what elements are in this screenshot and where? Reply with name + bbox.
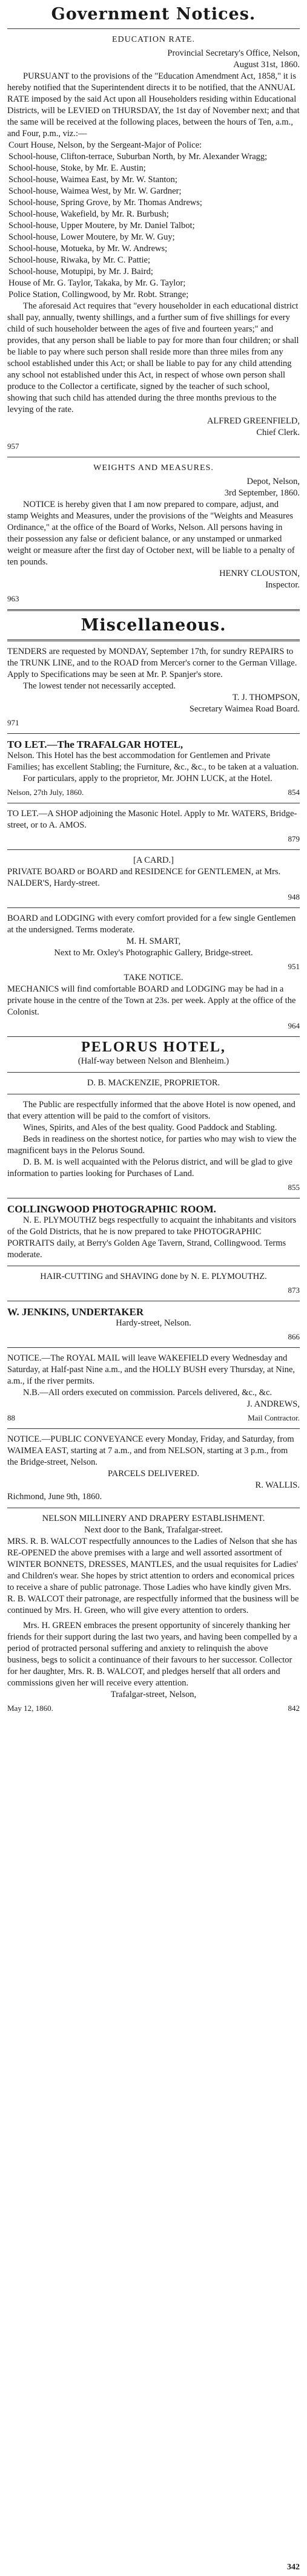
- ad-subheading: Next door to the Bank, Trafalgar-street.: [84, 1525, 223, 1535]
- undertaker-ad: [7, 1306, 300, 1342]
- divider: [7, 28, 300, 29]
- ad-date: May 12, 1860.: [7, 1704, 53, 1713]
- ad-heading: TO LET.—The TRAFALGAR HOTEL,: [7, 739, 183, 750]
- collection-place: School-house, Motueka, by Mr. W. Andrews;: [8, 244, 168, 253]
- ad-address: Hardy-street, Nelson.: [116, 1318, 191, 1328]
- ad-body: PRIVATE BOARD or BOARD and RESIDENCE for GENTLEMEN, at Mrs. NALDER'S, Hardy-street.: [7, 867, 281, 888]
- mechanics-ad: [7, 972, 300, 1031]
- ad-body: NOTICE.—The ROYAL MAIL will leave WAKEFIELD every Wednesday and Saturday, at Half-past Nine a.m., and the HOLLY BUSH every Thursday, at Nine, a.m., if the river permits.: [7, 1353, 295, 1386]
- notice-date: 3rd September, 1860.: [224, 488, 300, 498]
- collection-place: School-house, Waimea West, by Mr. W. Gardner;: [8, 186, 182, 196]
- notice-signer-title: Chief Clerk.: [256, 428, 300, 437]
- hotel-subtitle: (Half-way between Nelson and Blenheim.): [78, 1056, 229, 1066]
- government-notices-heading: Government Notices.: [51, 5, 256, 24]
- reference-number: 963: [7, 594, 19, 603]
- notice-body: NOTICE is hereby given that I am now prepared to compare, adjust, and stamp Weights and Measures, under the provisions of the "Weights and Measures Ordinance," at the office of the Board of Works, Nelson. All persons having in their possession any false or deficient balance, or any unstamped or unmarked weight or measure after the first day of October next, will be liable to a penalty of ten pounds.: [7, 500, 295, 567]
- ad-tag: TAKE NOTICE.: [124, 973, 183, 982]
- reference-number: 855: [288, 1183, 300, 1192]
- divider: [7, 733, 300, 734]
- ad-signer: J. ANDREWS,: [246, 1399, 300, 1409]
- ad-signer-title: Secretary Waimea Road Board.: [189, 704, 300, 714]
- divider: [7, 1036, 300, 1037]
- collection-place: School-house, Motupipi, by Mr. J. Baird;: [8, 267, 153, 276]
- weights-measures-notice: [7, 462, 300, 604]
- ad-address: Next to Mr. Oxley's Photographic Gallery, Bridge-street.: [54, 948, 253, 958]
- collection-place: School-house, Spring Grove, by Mr. Thomas Andrews;: [8, 198, 202, 208]
- board-lodging-ad: [7, 913, 300, 972]
- miscellaneous-heading: Miscellaneous.: [81, 616, 226, 635]
- ad-extra: HAIR-CUTTING and SHAVING done by N. E. PLYMOUTHZ.: [40, 1272, 267, 1281]
- photographic-room-ad: [7, 1203, 300, 1296]
- ad-signer: R. WALLIS.: [255, 1480, 300, 1490]
- reference-number: 873: [288, 1286, 300, 1295]
- reference-number: 842: [288, 1704, 300, 1713]
- newspaper-column: [7, 5, 300, 2576]
- private-board-ad: [7, 855, 300, 903]
- ad-particulars: For particulars, apply to the proprietor, Mr. JOHN LUCK, at the Hotel.: [23, 774, 272, 783]
- notice-title: EDUCATION RATE.: [111, 35, 196, 44]
- collection-place: School-house, Wakefield, by Mr. R. Burbush;: [8, 209, 169, 219]
- ad-body: MRS. R. B. WALCOT respectfully announces to the Ladies of Nelson that she has RE-OPENED the above premises with a large and well assorted assortment of WINTER BONNETS, DRESSES, MANTLES, and the usual requisites for Ladies' and Children's wear. She hopes by strict attention to orders and economical prices to receive a share of public patronage. Those Ladies who have kindly given Mrs. R. B. WALCOT their patronage, are respectfully informed that the business will be continued by Mrs. H. Green, who will give every attention to orders.: [7, 1537, 299, 1615]
- ad-body: Nelson. This Hotel has the best accommodation for Gentlemen and Private Families; has excellent Stabling; the Furniture, &c., &c., to be taken at a valuation.: [7, 751, 299, 772]
- divider: [7, 849, 300, 850]
- ad-date: Nelson, 27th July, 1860.: [7, 788, 84, 797]
- notice-date: August 31st, 1860.: [233, 60, 300, 70]
- reference-number: 948: [288, 892, 300, 901]
- notice-signer: HENRY CLOUSTON,: [219, 569, 300, 578]
- ad-note: N.B.—All orders executed on commission. Parcels delivered, &c., &c.: [23, 1388, 272, 1398]
- tenders-ad: [7, 646, 300, 728]
- divider: [7, 639, 300, 641]
- millinery-ad: [7, 1513, 300, 1714]
- notice-signer-title: Inspector.: [265, 580, 300, 590]
- ad-date: Richmond, June 9th, 1860.: [7, 1492, 102, 1502]
- hotel-proprietor: D. B. MACKENZIE, PROPRIETOR.: [87, 1078, 220, 1088]
- card-tag: [A CARD.]: [133, 855, 174, 865]
- page-number: 342: [287, 2563, 300, 2572]
- ad-note: PARCELS DELIVERED.: [108, 1469, 199, 1479]
- royal-mail-ad: [7, 1353, 300, 1424]
- notice-place: Depot, Nelson,: [246, 477, 300, 486]
- ad-body: MECHANICS will find comfortable BOARD and LODGING may be had in a private house in the centre of the Town at 23s. per week. Apply at the office of the Colonist.: [7, 984, 296, 1017]
- ad-body: The Public are respectfully informed that the above Hotel is now opened, and that every attention will be paid to the comfort of visitors.: [7, 1100, 295, 1121]
- ad-body: N. E. PLYMOUTHZ begs respectfully to acquaint the inhabitants and visitors of the Gold Districts, that he is now prepared to take PHOTOGRAPHIC PORTRAITS daily, at Berry's Golden Age Tavern, Strand, Collingwood. Terms moderate.: [7, 1215, 297, 1260]
- trafalgar-hotel-ad: [7, 739, 300, 798]
- collection-place: Court House, Nelson, by the Sergeant-Major of Police:: [8, 140, 202, 150]
- notice-body: The aforesaid Act requires that "every householder in each educational district shall pay, annually, twenty shillings, and a further sum of five shillings for every child of such householder between the ages of five and fourteen years;" and provides, that any person shall be liable to pay for more than four children; or shall be liable to pay where such person shall reside more than three miles from any school established under this Act; or shall be liable to pay for any child attending any school not established under this Act, in respect of whose own person shall produce to the Collector a certificate, signed by the teacher of such school, showing that such child has attended during the three months previous to the levying of the rate.: [7, 301, 299, 414]
- reference-number: 971: [7, 718, 19, 727]
- ad-body: TENDERS are requested by MONDAY, September 17th, for sundry REPAIRS to the TRUNK LINE, and to the ROAD from Mercer's corner to the German Village. Apply to Specifications may be seen at Mr. P. Spanjer's store.: [7, 647, 297, 679]
- notice-intro: PURSUANT to the provisions of the "Education Amendment Act, 1858," it is hereby notified that the Superintendent directs it to be notified, that the ANNUAL RATE imposed by the said Act upon all Householders residing within Educational Districts, will be LEVIED on THURSDAY, the 1st day of November next; and that the same will be received at the following places, between the hours of Ten, a.m., and Four, p.m., viz.:—: [7, 71, 300, 139]
- ad-body: Wines, Spirits, and Ales of the best quality. Good Paddock and Stabling.: [23, 1123, 277, 1133]
- divider: [7, 1347, 300, 1348]
- ad-signer: M. H. SMART,: [126, 937, 181, 946]
- notice-place: Provincial Secretary's Office, Nelson,: [167, 48, 300, 58]
- reference-number: 866: [288, 1332, 300, 1341]
- collection-place: House of Mr. G. Taylor, Takaka, by Mr. G. Taylor;: [8, 278, 186, 288]
- ad-heading: W. JENKINS, UNDERTAKER: [7, 1306, 144, 1318]
- reference-number: 854: [288, 788, 300, 797]
- notice-signer: ALFRED GREENFIELD,: [206, 416, 300, 426]
- collection-place: School-house, Stoke, by Mr. E. Austin;: [8, 163, 146, 173]
- reference-number: 957: [7, 442, 19, 451]
- ad-note: The lowest tender not necessarily accepted.: [23, 681, 176, 691]
- divider: [7, 1072, 300, 1073]
- divider: [7, 907, 300, 908]
- hotel-title: PELORUS HOTEL,: [81, 1039, 226, 1055]
- notice-title: WEIGHTS AND MEASURES.: [93, 463, 214, 472]
- pelorus-hotel-ad: [7, 1039, 300, 1193]
- reference-number: 951: [288, 962, 300, 971]
- collection-place: School-house, Upper Moutere, by Mr. Daniel Talbot;: [8, 221, 195, 230]
- divider: [7, 1428, 300, 1429]
- collection-place: School-house, Clifton-terrace, Suburban North, by Mr. Alexander Wragg;: [8, 152, 268, 162]
- shop-to-let-ad: [7, 808, 300, 845]
- ad-signer: T. J. THOMPSON,: [232, 693, 300, 702]
- collection-place: School-house, Riwaka, by Mr. C. Pattie;: [8, 255, 150, 265]
- reference-number: 964: [288, 1021, 300, 1030]
- divider: [7, 609, 300, 611]
- ad-body: NOTICE.—PUBLIC CONVEYANCE every Monday, Friday, and Saturday, from WAIMEA EAST, starting at 7 a.m., and from NELSON, starting at 3 p.m., from the Bridge-street, Nelson.: [7, 1434, 294, 1467]
- ad-body: Mrs. H. GREEN embraces the present opportunity of sincerely thanking her friends for their support during the last two years, and having been compelled by a period of protracted personal suffering and anxiety to relinquish the above business, begs to solicit a continuance of their favours to her successor. Collector for her daughter, Mrs. R. B. WALCOT, and pledges herself that all orders and commissions given her will receive every attention.: [7, 1621, 297, 1688]
- ad-heading: COLLINGWOOD PHOTOGRAPHIC ROOM.: [7, 1203, 216, 1215]
- collection-place: Police Station, Collingwood, by Mr. Robt. Strange;: [8, 290, 189, 299]
- ad-signer-title: Mail Contractor.: [248, 1413, 300, 1422]
- ad-body: TO LET.—A SHOP adjoining the Masonic Hotel. Apply to Mr. WATERS, Bridge-street, or to A. AMOS.: [7, 809, 297, 830]
- ad-body: BOARD and LODGING with every comfort provided for a few single Gentlemen at the undersigned. Terms moderate.: [7, 914, 296, 935]
- ad-place: Trafalgar-street, Nelson,: [110, 1690, 197, 1699]
- collection-place: School-house, Lower Moutere, by Mr. W. Guy;: [8, 232, 175, 242]
- education-rate-notice: [7, 34, 300, 452]
- reference-number: 879: [288, 834, 300, 843]
- ad-heading: NELSON MILLINERY AND DRAPERY ESTABLISHMENT.: [42, 1514, 265, 1523]
- public-conveyance-ad: [7, 1434, 300, 1503]
- reference-number: 88: [7, 1413, 15, 1422]
- collection-place: School-house, Waimea East, by Mr. W. Stanton;: [8, 175, 177, 185]
- ad-body: D. B. M. is well acquainted with the Pelorus district, and will be glad to give information to parties looking for Purchases of Land.: [7, 1157, 292, 1178]
- ad-body: Beds in readiness on the shortest notice, for parties who may wish to view the magnificent bays in the Pelorus Sound.: [7, 1134, 297, 1156]
